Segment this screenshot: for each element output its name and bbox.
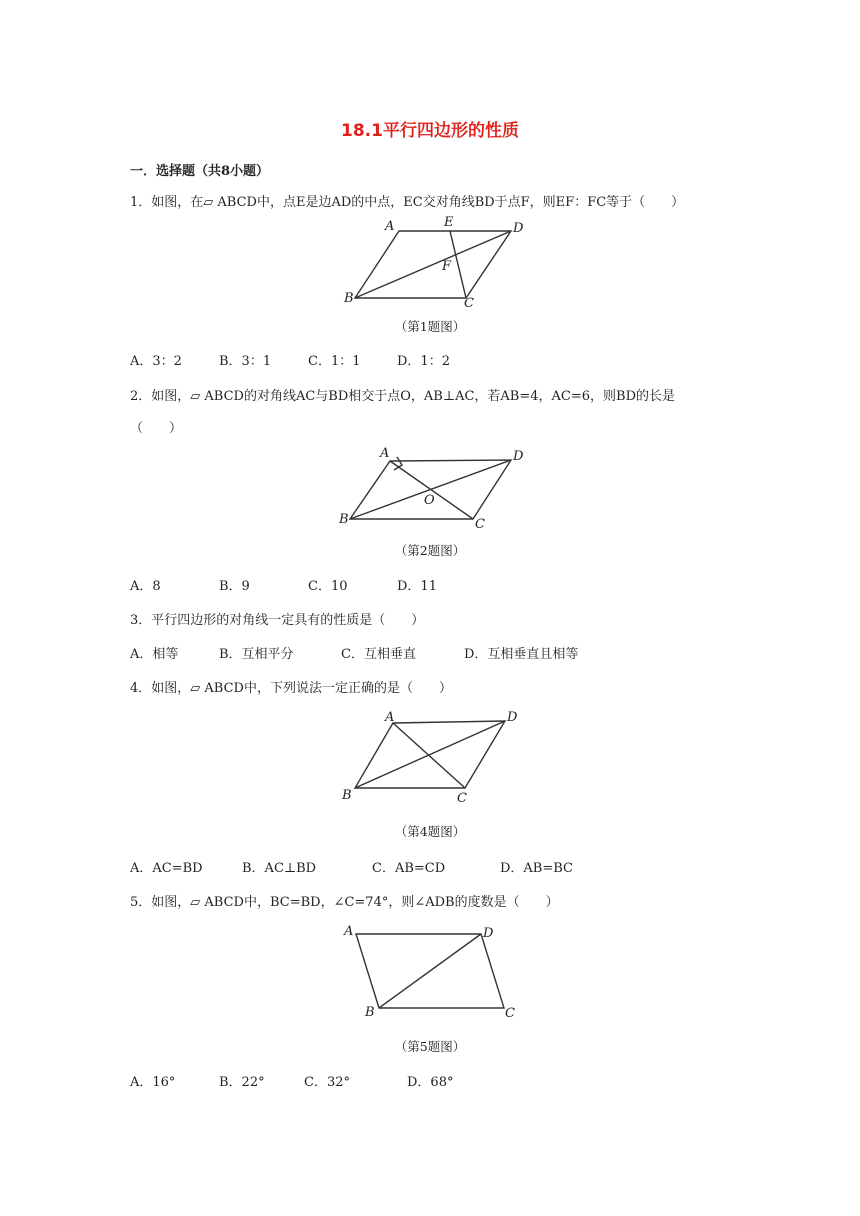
label-a: A [380,446,390,461]
question-1-figure [340,212,540,312]
section-heading: 一．选择题（共8小题） [130,164,270,179]
label-b: B [365,1005,375,1020]
question-1-text: 1．如图，在▱ ABCD中，点E是边AD的中点，EC交对角线BD于点F，则EF：FC等于（ ） [130,195,685,210]
q4-option-a[interactable]: A．AC=BD [130,861,203,876]
question-4-caption: （第4题图） [394,824,466,839]
label-c: C [505,1006,515,1021]
question-4-options [130,857,573,876]
q4-option-b[interactable]: B．AC⊥BD [242,861,317,876]
label-c: C [475,517,485,532]
q5-option-d[interactable]: D．68° [407,1075,454,1090]
page-title: 18.1平行四边形的性质 [341,121,519,141]
label-o: O [424,493,435,508]
label-c: C [464,296,474,311]
q2-option-a[interactable]: A．8 [130,579,161,594]
question-2-text: 2．如图，▱ ABCD的对角线AC与BD相交于点O，AB⊥AC，若AB=4，AC=6，则BD的长是 [130,389,676,404]
q1-option-a[interactable]: A．3：2 [130,354,182,369]
label-d: D [483,926,494,941]
label-d: D [507,710,518,725]
diagonal-bd [355,721,505,788]
label-c: C [457,791,467,806]
q4-option-d[interactable]: D．AB=BC [500,861,573,876]
label-b: B [342,788,352,803]
q4-option-c[interactable]: C．AB=CD [372,861,446,876]
question-4-figure [335,705,535,810]
diagonal-ac [390,461,473,519]
question-4-text: 4．如图，▱ ABCD中，下列说法一定正确的是（ ） [130,681,452,696]
question-1-options [130,350,450,369]
question-1-caption: （第1题图） [394,319,466,334]
diagonal-bd [379,934,481,1008]
question-5-figure [335,915,535,1025]
question-2-answer-bracket: （ ） [130,421,183,436]
q3-option-a[interactable]: A．相等 [130,647,179,662]
question-5-text: 5．如图，▱ ABCD中，BC=BD，∠C=74°，则∠ADB的度数是（ ） [130,895,559,910]
label-e: E [444,215,454,230]
label-f: F [442,259,452,274]
diagonal-bd [355,231,511,298]
question-2-caption: （第2题图） [394,543,466,558]
q2-option-b[interactable]: B．9 [219,579,250,594]
question-3-options [130,643,578,662]
q1-option-b[interactable]: B．3：1 [219,354,272,369]
q1-option-d[interactable]: D．1：2 [397,354,450,369]
label-a: A [385,219,395,234]
label-b: B [344,291,354,306]
label-d: D [513,449,524,464]
q3-option-c[interactable]: C．互相垂直 [341,647,416,662]
q1-option-c[interactable]: C．1：1 [308,354,361,369]
label-a: A [385,710,395,725]
question-5-options [130,1071,453,1090]
q5-option-a[interactable]: A．16° [130,1075,176,1090]
q2-option-d[interactable]: D．11 [397,579,437,594]
question-2-options [130,575,437,594]
label-d: D [513,221,524,236]
q3-option-d[interactable]: D．互相垂直且相等 [464,647,579,662]
label-a: A [344,924,354,939]
question-3-text: 3．平行四边形的对角线一定具有的性质是（ ） [130,613,425,628]
q3-option-b[interactable]: B．互相平分 [219,647,294,662]
label-b: B [339,512,349,527]
question-5-caption: （第5题图） [394,1039,466,1054]
q5-option-b[interactable]: B．22° [219,1075,265,1090]
q5-option-c[interactable]: C．32° [304,1075,350,1090]
segment-ec [450,231,466,298]
diagonal-bd [350,460,511,519]
question-2-figure [335,440,535,535]
q2-option-c[interactable]: C．10 [308,579,348,594]
